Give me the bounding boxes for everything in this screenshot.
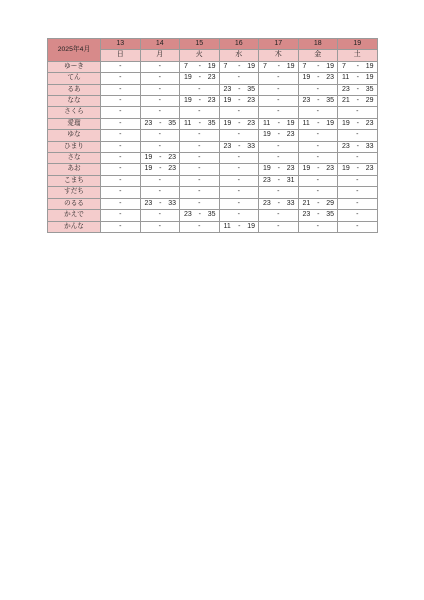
day-number-18: 18 xyxy=(298,39,338,50)
shift-time-range xyxy=(338,119,377,129)
table-row xyxy=(48,198,378,209)
shift-separator: - xyxy=(238,222,241,230)
day-number-17: 17 xyxy=(259,39,299,50)
shift-cell: - xyxy=(180,164,220,175)
shift-cell xyxy=(140,198,180,209)
shift-cell xyxy=(259,61,299,72)
shift-separator: - xyxy=(159,119,162,127)
shift-separator: - xyxy=(317,211,320,219)
shift-separator: - xyxy=(238,142,241,150)
shift-start: 23 xyxy=(223,142,232,150)
shift-end: 19 xyxy=(207,62,216,70)
shift-start: 19 xyxy=(223,119,232,127)
shift-cell: - xyxy=(298,84,338,95)
shift-time-range xyxy=(299,164,338,174)
shift-cell xyxy=(338,61,378,72)
shift-start: 23 xyxy=(144,119,153,127)
shift-separator: - xyxy=(317,199,320,207)
shift-cell: - xyxy=(338,130,378,141)
shift-cell: - xyxy=(140,175,180,186)
shift-separator: - xyxy=(277,62,280,70)
shift-end: 33 xyxy=(365,142,374,150)
shift-cell: - xyxy=(219,153,259,164)
shift-cell xyxy=(259,164,299,175)
shift-cell xyxy=(219,84,259,95)
shift-cell: - xyxy=(101,84,141,95)
shift-start: 7 xyxy=(223,62,228,70)
staff-name: すだち xyxy=(48,187,101,198)
shift-start: 23 xyxy=(342,85,350,93)
staff-name: さな xyxy=(48,153,101,164)
shift-cell: - xyxy=(140,61,180,72)
day-number-16: 16 xyxy=(219,39,259,50)
shift-time-range xyxy=(299,119,338,129)
shift-separator: - xyxy=(277,176,280,184)
shift-cell: - xyxy=(180,175,220,186)
shift-cell: - xyxy=(259,141,299,152)
day-number-15: 15 xyxy=(180,39,220,50)
shift-cell xyxy=(338,118,378,129)
shift-separator: - xyxy=(317,74,320,82)
shift-start: 19 xyxy=(302,165,311,173)
shift-cell: - xyxy=(259,96,299,107)
shift-time-range xyxy=(180,62,219,72)
shift-end: 19 xyxy=(286,119,295,127)
shift-end: 23 xyxy=(247,119,255,127)
shift-cell: - xyxy=(338,187,378,198)
month-label: 2025年4月 xyxy=(48,39,101,62)
shift-end: 35 xyxy=(207,119,216,127)
shift-cell: - xyxy=(101,73,141,84)
shift-cell: - xyxy=(219,210,259,221)
shift-cell: - xyxy=(101,130,141,141)
shift-time-range xyxy=(141,199,180,209)
staff-name: るあ xyxy=(48,84,101,95)
day-number-14: 14 xyxy=(140,39,180,50)
shift-cell: - xyxy=(259,221,299,232)
shift-cell: - xyxy=(259,73,299,84)
table-row xyxy=(48,187,378,198)
shift-cell xyxy=(180,210,220,221)
shift-cell xyxy=(298,118,338,129)
shift-start: 7 xyxy=(302,62,307,70)
shift-separator: - xyxy=(356,85,359,93)
shift-cell xyxy=(219,141,259,152)
shift-cell xyxy=(338,84,378,95)
shift-time-range xyxy=(180,119,219,129)
shift-end: 19 xyxy=(365,62,374,70)
shift-end: 19 xyxy=(365,74,374,82)
shift-cell: - xyxy=(101,210,141,221)
shift-cell: - xyxy=(180,84,220,95)
shift-separator: - xyxy=(317,62,320,70)
weekday-13: 日 xyxy=(101,50,141,61)
staff-name: 愛瑠 xyxy=(48,118,101,129)
shift-time-range xyxy=(299,210,338,220)
table-row xyxy=(48,153,378,164)
staff-name: こまち xyxy=(48,175,101,186)
table-row xyxy=(48,73,378,84)
shift-end: 23 xyxy=(365,165,374,173)
shift-time-range xyxy=(180,210,219,220)
shift-cell: - xyxy=(140,187,180,198)
shift-start: 7 xyxy=(342,62,346,70)
shift-cell: - xyxy=(101,198,141,209)
staff-name: かえで xyxy=(48,210,101,221)
shift-cell: - xyxy=(101,107,141,118)
shift-time-range xyxy=(180,73,219,83)
shift-time-range xyxy=(141,153,180,163)
shift-time-range xyxy=(338,85,377,95)
shift-time-range xyxy=(220,62,259,72)
shift-start: 23 xyxy=(144,199,153,207)
shift-separator: - xyxy=(356,165,359,173)
table-row xyxy=(48,210,378,221)
shift-cell: - xyxy=(298,107,338,118)
staff-name: てん xyxy=(48,73,101,84)
shift-start: 11 xyxy=(184,119,192,127)
weekday-17: 木 xyxy=(259,50,299,61)
shift-time-range xyxy=(299,62,338,72)
shift-cell: - xyxy=(101,175,141,186)
shift-cell xyxy=(259,118,299,129)
shift-start: 11 xyxy=(302,119,310,127)
table-row xyxy=(48,84,378,95)
shift-cell: - xyxy=(140,96,180,107)
table-row xyxy=(48,130,378,141)
shift-cell: - xyxy=(101,153,141,164)
shift-start: 19 xyxy=(184,97,192,105)
shift-start: 7 xyxy=(263,62,267,70)
table-row xyxy=(48,221,378,232)
shift-schedule-table xyxy=(47,38,378,233)
shift-cell xyxy=(259,130,299,141)
shift-cell: - xyxy=(140,107,180,118)
shift-separator: - xyxy=(317,165,320,173)
shift-end: 33 xyxy=(286,199,295,207)
shift-time-range xyxy=(180,96,219,106)
shift-start: 19 xyxy=(302,74,311,82)
day-number-19: 19 xyxy=(338,39,378,50)
shift-time-range xyxy=(259,62,298,72)
shift-cell xyxy=(338,141,378,152)
shift-start: 23 xyxy=(342,142,350,150)
shift-cell: - xyxy=(101,96,141,107)
shift-separator: - xyxy=(356,74,359,82)
shift-time-range xyxy=(141,119,180,129)
shift-end: 31 xyxy=(286,176,295,184)
shift-start: 19 xyxy=(342,165,350,173)
shift-cell: - xyxy=(338,210,378,221)
shift-cell xyxy=(219,221,259,232)
shift-cell: - xyxy=(338,175,378,186)
day-number-row xyxy=(48,39,378,50)
shift-end: 19 xyxy=(326,119,334,127)
shift-separator: - xyxy=(238,119,241,127)
shift-cell: - xyxy=(219,175,259,186)
shift-cell xyxy=(180,61,220,72)
shift-cell: - xyxy=(219,187,259,198)
shift-time-range xyxy=(299,96,338,106)
shift-cell xyxy=(298,96,338,107)
shift-cell: - xyxy=(140,73,180,84)
staff-name: ゆーき xyxy=(48,61,101,72)
shift-start: 23 xyxy=(223,85,232,93)
shift-separator: - xyxy=(238,62,241,70)
shift-cell: - xyxy=(259,107,299,118)
shift-start: 19 xyxy=(184,74,192,82)
shift-cell: - xyxy=(259,210,299,221)
shift-end: 23 xyxy=(365,119,374,127)
shift-cell: - xyxy=(259,84,299,95)
shift-time-range xyxy=(338,73,377,83)
shift-time-range xyxy=(338,164,377,174)
shift-start: 11 xyxy=(263,119,271,127)
shift-cell: - xyxy=(219,198,259,209)
shift-start: 19 xyxy=(144,154,153,162)
shift-cell xyxy=(298,164,338,175)
shift-cell xyxy=(298,210,338,221)
shift-cell: - xyxy=(338,107,378,118)
shift-start: 11 xyxy=(342,74,350,82)
shift-cell: - xyxy=(180,187,220,198)
shift-end: 23 xyxy=(286,131,295,139)
staff-name: のるる xyxy=(48,198,101,209)
shift-start: 19 xyxy=(263,131,271,139)
shift-separator: - xyxy=(159,154,162,162)
shift-cell xyxy=(298,61,338,72)
weekday-19: 土 xyxy=(338,50,378,61)
shift-cell xyxy=(338,73,378,84)
weekday-15: 火 xyxy=(180,50,220,61)
shift-start: 11 xyxy=(223,222,231,230)
shift-end: 35 xyxy=(168,119,176,127)
shift-separator: - xyxy=(356,142,359,150)
staff-name: ひまり xyxy=(48,141,101,152)
shift-cell xyxy=(338,164,378,175)
shift-time-range xyxy=(299,73,338,83)
shift-end: 35 xyxy=(247,85,255,93)
staff-name: なな xyxy=(48,96,101,107)
shift-cell: - xyxy=(180,130,220,141)
shift-end: 23 xyxy=(286,165,295,173)
shift-cell: - xyxy=(298,153,338,164)
shift-cell: - xyxy=(140,210,180,221)
shift-cell: - xyxy=(298,141,338,152)
table-row xyxy=(48,164,378,175)
shift-separator: - xyxy=(277,131,280,139)
shift-start: 23 xyxy=(302,97,311,105)
shift-separator: - xyxy=(277,165,280,173)
shift-cell: - xyxy=(180,107,220,118)
shift-start: 19 xyxy=(263,165,271,173)
shift-end: 23 xyxy=(168,154,176,162)
staff-name: かんな xyxy=(48,221,101,232)
shift-separator: - xyxy=(317,97,320,105)
shift-cell: - xyxy=(259,153,299,164)
table-body xyxy=(48,61,378,232)
shift-cell: - xyxy=(101,61,141,72)
weekday-16: 水 xyxy=(219,50,259,61)
shift-time-range xyxy=(338,142,377,152)
shift-time-range xyxy=(220,142,259,152)
shift-time-range xyxy=(220,119,259,129)
shift-time-range xyxy=(338,62,377,72)
shift-cell: - xyxy=(140,130,180,141)
shift-end: 23 xyxy=(326,74,334,82)
shift-separator: - xyxy=(277,199,280,207)
shift-time-range xyxy=(259,199,298,209)
shift-cell: - xyxy=(219,164,259,175)
table-row xyxy=(48,61,378,72)
shift-cell: - xyxy=(298,130,338,141)
shift-end: 19 xyxy=(247,222,255,230)
shift-separator: - xyxy=(356,97,359,105)
shift-start: 19 xyxy=(223,97,232,105)
shift-time-range xyxy=(259,130,298,140)
shift-separator: - xyxy=(198,211,201,219)
shift-cell: - xyxy=(101,118,141,129)
shift-end: 35 xyxy=(207,211,216,219)
shift-cell: - xyxy=(219,73,259,84)
shift-separator: - xyxy=(198,97,201,105)
shift-cell: - xyxy=(298,175,338,186)
shift-time-range xyxy=(259,164,298,174)
shift-end: 23 xyxy=(207,97,216,105)
shift-cell xyxy=(338,96,378,107)
shift-cell: - xyxy=(101,141,141,152)
staff-name: あお xyxy=(48,164,101,175)
shift-start: 7 xyxy=(184,62,188,70)
shift-time-range xyxy=(220,96,259,106)
shift-end: 23 xyxy=(326,165,334,173)
shift-end: 35 xyxy=(365,85,374,93)
shift-cell xyxy=(140,153,180,164)
shift-end: 23 xyxy=(207,74,216,82)
shift-cell: - xyxy=(180,141,220,152)
shift-time-range xyxy=(220,85,259,95)
shift-start: 23 xyxy=(263,176,271,184)
shift-start: 23 xyxy=(184,211,192,219)
staff-name: さくら xyxy=(48,107,101,118)
weekday-18: 金 xyxy=(298,50,338,61)
shift-cell: - xyxy=(219,130,259,141)
shift-end: 29 xyxy=(365,97,374,105)
shift-separator: - xyxy=(238,97,241,105)
shift-cell xyxy=(219,61,259,72)
shift-cell: - xyxy=(180,198,220,209)
shift-cell xyxy=(180,96,220,107)
shift-cell: - xyxy=(298,221,338,232)
shift-time-range xyxy=(299,199,338,209)
shift-end: 33 xyxy=(247,142,255,150)
shift-cell xyxy=(140,164,180,175)
shift-cell xyxy=(259,175,299,186)
shift-cell: - xyxy=(140,84,180,95)
shift-start: 19 xyxy=(342,119,350,127)
shift-separator: - xyxy=(198,119,201,127)
shift-cell: - xyxy=(101,221,141,232)
shift-cell: - xyxy=(180,221,220,232)
shift-separator: - xyxy=(356,119,359,127)
shift-cell: - xyxy=(259,187,299,198)
shift-cell: - xyxy=(101,187,141,198)
shift-cell xyxy=(298,198,338,209)
shift-start: 23 xyxy=(263,199,271,207)
table-header xyxy=(48,39,378,62)
shift-cell: - xyxy=(338,153,378,164)
shift-cell: - xyxy=(180,153,220,164)
shift-time-range xyxy=(141,164,180,174)
shift-start: 21 xyxy=(302,199,311,207)
shift-cell xyxy=(219,118,259,129)
shift-end: 19 xyxy=(326,62,334,70)
shift-separator: - xyxy=(198,74,201,82)
table-row xyxy=(48,118,378,129)
shift-separator: - xyxy=(238,85,241,93)
shift-cell: - xyxy=(140,221,180,232)
shift-end: 35 xyxy=(326,97,334,105)
shift-cell xyxy=(259,198,299,209)
shift-cell: - xyxy=(219,107,259,118)
weekday-14: 月 xyxy=(140,50,180,61)
table-row xyxy=(48,175,378,186)
staff-name: ゆな xyxy=(48,130,101,141)
shift-end: 35 xyxy=(326,211,334,219)
shift-separator: - xyxy=(159,199,162,207)
shift-end: 23 xyxy=(168,165,176,173)
shift-start: 23 xyxy=(302,211,311,219)
day-number-13: 13 xyxy=(101,39,141,50)
shift-time-range xyxy=(259,176,298,186)
shift-cell xyxy=(180,118,220,129)
shift-time-range xyxy=(338,96,377,106)
shift-cell: - xyxy=(140,141,180,152)
shift-end: 19 xyxy=(247,62,255,70)
table-row xyxy=(48,141,378,152)
shift-start: 19 xyxy=(144,165,153,173)
shift-cell xyxy=(140,118,180,129)
shift-separator: - xyxy=(198,62,201,70)
shift-cell xyxy=(180,73,220,84)
shift-cell xyxy=(219,96,259,107)
shift-cell xyxy=(298,73,338,84)
shift-cell: - xyxy=(101,164,141,175)
shift-time-range xyxy=(220,222,259,232)
shift-separator: - xyxy=(277,119,280,127)
shift-end: 19 xyxy=(286,62,295,70)
shift-cell: - xyxy=(338,198,378,209)
shift-cell: - xyxy=(338,221,378,232)
shift-end: 33 xyxy=(168,199,176,207)
shift-start: 21 xyxy=(342,97,350,105)
table-row xyxy=(48,107,378,118)
shift-end: 29 xyxy=(326,199,334,207)
shift-end: 23 xyxy=(247,97,255,105)
shift-cell: - xyxy=(298,187,338,198)
shift-time-range xyxy=(259,119,298,129)
shift-separator: - xyxy=(317,119,320,127)
shift-separator: - xyxy=(159,165,162,173)
shift-separator: - xyxy=(356,62,359,70)
table-row xyxy=(48,96,378,107)
